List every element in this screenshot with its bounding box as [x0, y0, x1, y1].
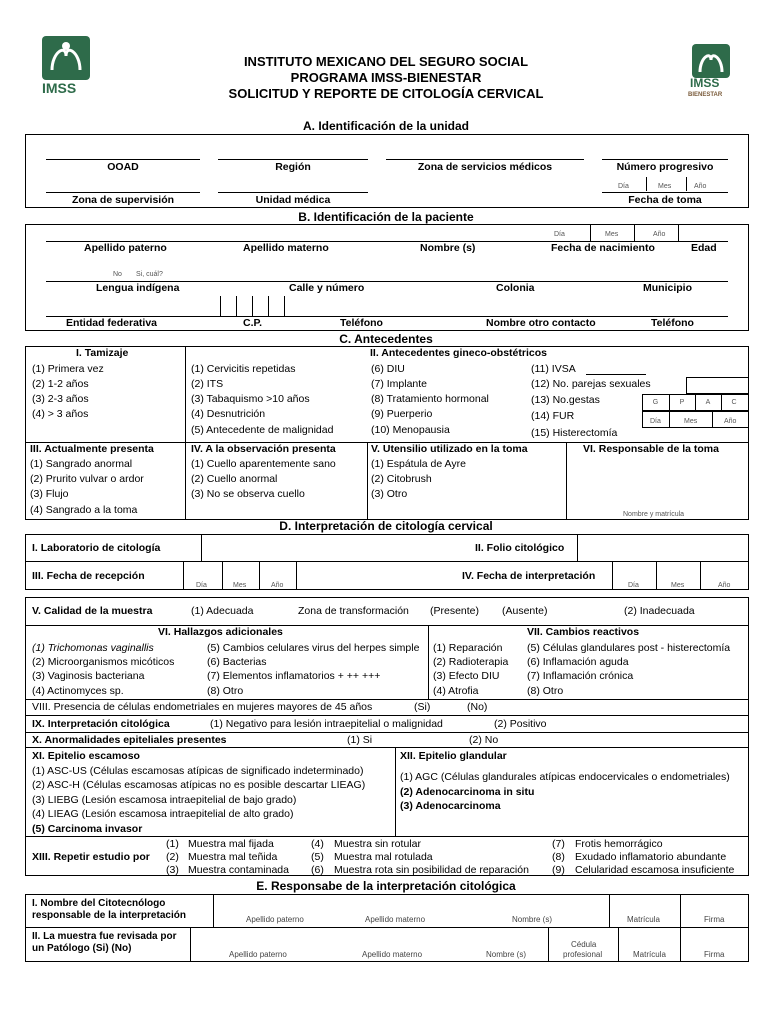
section-c-title: C. Antecedentes — [339, 332, 433, 346]
org-title: INSTITUTO MEXICANO DEL SEGURO SOCIAL — [243, 54, 529, 69]
fecha-nacimiento-label: Fecha de nacimiento — [551, 242, 655, 254]
form-title: SOLICITUD Y REPORTE DE CITOLOGÍA CERVICAL — [228, 86, 544, 101]
fecha-toma-label: Fecha de toma — [628, 194, 702, 206]
lengua-indigena-label: Lengua indígena — [96, 282, 180, 294]
viii-label: VIII. Presencia de células endometriales en mujeres mayores de 45 años — [32, 701, 373, 713]
colonia-label: Colonia — [496, 282, 535, 294]
calidad-label: V. Calidad de la muestra — [32, 605, 153, 617]
cp-label: C.P. — [243, 317, 263, 329]
telefono-label: Teléfono — [340, 317, 383, 329]
cambios-reactivos-title: VII. Cambios reactivos — [527, 626, 640, 638]
numero-progresivo-label: Número progresivo — [616, 161, 714, 173]
nombre-label: Nombre (s) — [420, 242, 476, 254]
fecha-interpretacion-label: IV. Fecha de interpretación — [462, 570, 596, 582]
tamizaje-title: I. Tamizaje — [76, 347, 129, 359]
epitelio-glandular-title: XII. Epitelio glandular — [400, 750, 507, 762]
edad-label: Edad — [691, 242, 717, 254]
citotecnologo-label-2: responsable de la interpretación — [32, 910, 186, 921]
ooad-label: OOAD — [107, 161, 139, 173]
utensilio-title: V. Utensilio utilizado en la toma — [371, 443, 528, 455]
anormalidades-label: X. Anormalidades epiteliales presentes — [32, 734, 227, 746]
epitelio-escamoso-title: XI. Epitelio escamoso — [32, 750, 140, 762]
logo-right-text: IMSS — [690, 76, 720, 90]
program-title: PROGRAMA IMSS-BIENESTAR — [290, 70, 482, 85]
calle-numero-label: Calle y número — [289, 282, 365, 294]
otro-contacto-label: Nombre otro contacto — [486, 317, 596, 329]
folio-label: II. Folio citológico — [475, 542, 565, 554]
telefono2-label: Teléfono — [651, 317, 694, 329]
citotecnologo-label-1: I. Nombre del Citotecnólogo — [32, 898, 166, 909]
patologo-label-1: II. La muestra fue revisada por — [32, 931, 177, 942]
unidad-medica-label: Unidad médica — [255, 194, 331, 206]
gineco-title: II. Antecedentes gineco-obstétricos — [370, 347, 547, 359]
logo-left-text: IMSS — [42, 80, 77, 96]
apellido-paterno-label: Apellido paterno — [84, 242, 167, 254]
patologo-label-2: un Patólogo (Si) (No) — [32, 943, 132, 954]
fecha-recepcion-label: III. Fecha de recepción — [32, 570, 145, 582]
responsable-toma-title: VI. Responsable de la toma — [583, 443, 719, 455]
section-a-title: A. Identificación de la unidad — [302, 119, 470, 133]
zona-servicios-label: Zona de servicios médicos — [417, 161, 553, 173]
section-b-title: B. Identificación de la paciente — [298, 210, 474, 224]
laboratorio-label: I. Laboratorio de citología — [32, 542, 161, 554]
logo-right-sub: BIENESTAR — [688, 92, 723, 98]
observacion-title: IV. A la observación presenta — [191, 443, 336, 455]
zona-supervision-label: Zona de supervisión — [71, 194, 175, 206]
interpretacion-label: IX. Interpretación citológica — [32, 718, 170, 730]
entidad-federativa-label: Entidad federativa — [66, 317, 158, 329]
apellido-materno-label: Apellido materno — [243, 242, 329, 254]
section-e-title: E. Responsabe de la interpretación citológica — [256, 879, 516, 893]
municipio-label: Municipio — [643, 282, 692, 294]
actualmente-title: III. Actualmente presenta — [30, 443, 154, 455]
repetir-estudio-label: XIII. Repetir estudio por — [32, 851, 150, 863]
region-label: Región — [275, 161, 311, 173]
hallazgos-title: VI. Hallazgos adicionales — [158, 626, 283, 638]
section-d-title: D. Interpretación de citología cervical — [279, 519, 493, 533]
